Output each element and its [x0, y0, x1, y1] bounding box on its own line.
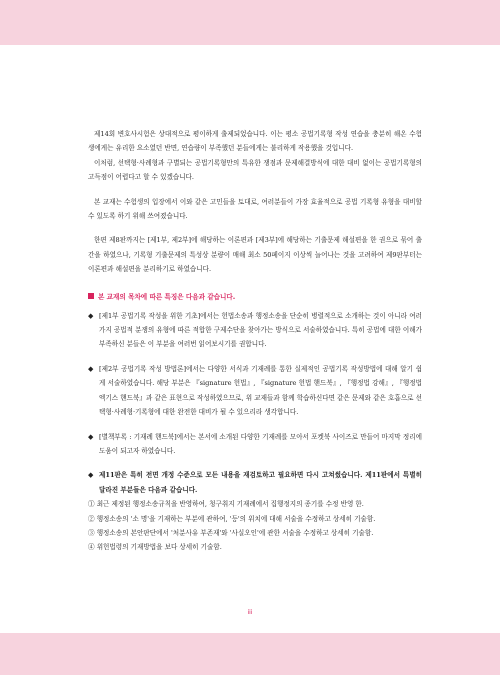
- intro-paragraph-2: 이처럼, 선택형·사례형과 구별되는 공법기록형만의 특유한 쟁점과 문제해결방식에 대한 대비 없이는 공법기록형의 고득점이 어렵다고 할 수 있겠습니다.: [88, 158, 422, 182]
- section-heading: [88, 289, 422, 303]
- diamond-bullet-icon: ◆: [88, 432, 94, 441]
- feature-text-1: [제1부 공법기록 작성을 위한 기초]에서는 헌법소송과 행정소송을 단순히 병렬적으로 소개하는 것이 아니라 여러 가지 공법적 분쟁의 유형에 따른 적합한 구제수단을 찾아가는 방식으로 서술하였습니다. 특히 공법에 대한 이해가 부족하신 분들은 이 부분을 여러번 읽어보시기를 권합니다.: [99, 311, 422, 349]
- section-heading-text: 본 교재의 목차에 따른 특징은 다음과 같습니다.: [98, 292, 236, 301]
- revision-list: [88, 497, 422, 555]
- revision-item-2: ② 행정소송의 '소 명'을 기재하는 부분에 관하여, '등'의 위치에 대해 서술을 수정하고 상세히 기술함.: [88, 514, 376, 523]
- preface-body: [88, 127, 422, 555]
- revision-item-4: ④ 위헌법령의 기재방법을 보다 상세히 기술함.: [88, 543, 222, 552]
- diamond-bullet-icon: ◆: [88, 471, 94, 480]
- intro-paragraph-3: 본 교재는 수험생의 입장에서 이와 같은 고민들을 토대로, 여러분들이 가장 효율적으로 공법 기록형 유형을 대비할 수 있도록 하기 위해 쓰여졌습니다.: [88, 197, 422, 221]
- revision-item-3: ③ 행정소송의 본안판단에서 '처분사유 부존재'와 '사실오인'에 관한 서술을 수정하고 상세히 기술함.: [88, 528, 374, 537]
- diamond-bullet-icon: ◆: [88, 311, 94, 320]
- revision-bullet: [88, 468, 422, 497]
- intro-paragraph-1: 제14회 변호사시험은 상대적으로 평이하게 출제되었습니다. 이는 평소 공법기록형 작성 연습을 충분히 해온 수험생에게는 유리한 요소였던 반면, 연습량이 부족했던 분들에게는 불리하게 작용했을 것입니다.: [88, 130, 422, 153]
- feature-bullet-3: [88, 430, 422, 459]
- revision-heading: 제11판은 특히 전면 개정 수준으로 모든 내용을 재검토하고 필요하면 다시 고쳐썼습니다. 제11판에서 특별히 달라진 부분들은 다음과 같습니다.: [99, 471, 422, 494]
- feature-bullet-1: [88, 309, 422, 352]
- intro-paragraph-4: 한편 제8판까지는 [제1부, 제2부]에 해당하는 이론편과 [제3부]에 해당하는 기출문제 해설편을 한 권으로 묶어 출간을 하였으나, 기록형 기출문제의 특성상 분량이 매해 최소 50페이지 이상씩 늘어나는 것을 고려하여 제9판부터는 이론편과 해설편을 분리하기로 하였습니다.: [88, 236, 422, 274]
- document-page: [0, 45, 500, 633]
- square-bullet-icon: [88, 293, 94, 299]
- feature-text-2: [제2부 공법기록 작성 방법론]에서는 다양한 서식과 기재례를 통한 실제적인 공법기록 작성방법에 대해 알기 쉽게 서술하였습니다. 해당 부분은 『signature 헌법』, 『signature 헌법 핸드북』, 『행정법 강해』, 『행정법 엑기스 핸드북』과 같은 표현으로 작성하였으므로, 위 교재들과 함께 학습하신다면 같은 문제와 같은 호흡으로 선택형·사례형·기록형에 대한 완전한 대비가 될 수 있으리라 생각합니다.: [99, 364, 422, 417]
- feature-bullet-2: [88, 362, 422, 420]
- page-number: iii: [247, 609, 253, 616]
- revision-item-1: ① 최근 제정된 행정소송규칙을 반영하여, 청구취지 기재례에서 집행정지의 종기를 수정 반영 한.: [88, 500, 364, 509]
- diamond-bullet-icon: ◆: [88, 364, 94, 373]
- feature-text-3: [별책부록 : 기재례 핸드북]에서는 본서에 소개된 다양한 기재례를 모아서 포켓북 사이즈로 만들어 마지막 정리에 도움이 되고자 하였습니다.: [99, 432, 422, 455]
